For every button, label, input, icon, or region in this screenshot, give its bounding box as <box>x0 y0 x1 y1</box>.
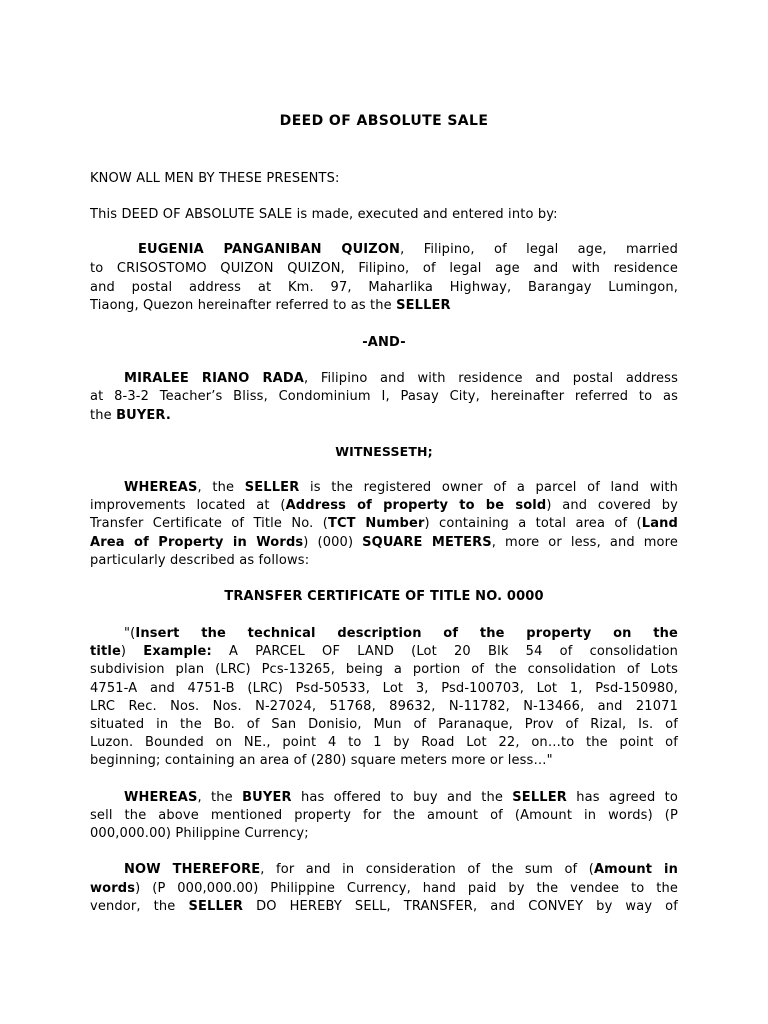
technical-description-line-6: situated in the Bo. of San Donisio, Mun of Paranaque, Prov of Rizal, Is. of <box>90 717 678 732</box>
technical-description-line-5: LRC Rec. Nos. Nos. N-27024, 51768, 89632, N-11782, N-13466, and 21071 <box>90 699 678 714</box>
bold-span: NOW THEREFORE <box>124 862 261 877</box>
seller-name: EUGENIA PANGANIBAN QUIZON <box>138 242 401 257</box>
seller-label: SELLER <box>396 298 451 313</box>
text-span: vendor, the <box>90 899 189 914</box>
bold-span: TCT Number <box>327 516 425 531</box>
text-span: , Filipino and with residence and postal address <box>303 371 678 386</box>
bold-span: WHEREAS <box>124 790 198 805</box>
technical-description-line-4: 4751-A and 4751-B (LRC) Psd-50533, Lot 3, Psd-100703, Lot 1, Psd-150980, <box>90 681 678 696</box>
technical-description-line-3: subdivision plan (LRC) Pcs-13265, being a portion of the consolidation of Lots <box>90 662 678 677</box>
buyer-paragraph-line-1 <box>90 371 678 386</box>
tct-heading: TRANSFER CERTIFICATE OF TITLE NO. 0000 <box>224 589 544 604</box>
bold-span: SELLER <box>188 899 244 914</box>
seller-paragraph-line-4 <box>90 298 451 313</box>
technical-description-line-2 <box>90 644 678 659</box>
bold-span: WHEREAS <box>124 480 198 495</box>
technical-description-line-1 <box>90 626 678 641</box>
witnesseth-heading: WITNESSETH; <box>335 444 433 459</box>
text-span: has offered to buy and the <box>291 790 513 805</box>
whereas-1-line-3 <box>90 516 678 531</box>
text-span: Transfer Certificate of Title No. ( <box>90 516 328 531</box>
seller-paragraph-line-2: to CRISOSTOMO QUIZON QUIZON, Filipino, of legal age and with residence <box>90 261 678 276</box>
text-span: A PARCEL OF LAND (Lot 20 Blk 54 of consolidation <box>211 644 678 659</box>
bold-span: SQUARE METERS <box>362 535 492 550</box>
intro-line: This DEED OF ABSOLUTE SALE is made, executed and entered into by: <box>90 207 558 222</box>
bold-span: Amount in <box>593 862 678 877</box>
whereas-1-line-4 <box>90 535 678 550</box>
now-therefore-line-1 <box>90 862 678 877</box>
text-span: the <box>90 408 117 423</box>
text-span: ) <box>120 644 144 659</box>
text-span: Tiaong, Quezon hereinafter referred to as the <box>90 298 397 313</box>
bold-span: BUYER <box>242 790 292 805</box>
technical-description-line-7: Luzon. Bounded on NE., point 4 to 1 by Road Lot 22, on…to the point of <box>90 735 678 750</box>
text-span: ) and covered by <box>546 498 678 513</box>
text-span: ) (000) <box>303 535 363 550</box>
text-span: , Filipino, of legal age, married <box>400 242 678 257</box>
buyer-paragraph-line-3 <box>90 408 171 423</box>
and-separator: -AND- <box>362 335 406 350</box>
whereas-1-line-2 <box>90 498 678 513</box>
text-span: , the <box>197 790 243 805</box>
page-title: DEED OF ABSOLUTE SALE <box>279 113 489 129</box>
buyer-paragraph-line-2: at 8-3-2 Teacher’s Bliss, Condominium I, Pasay City, hereinafter referred to as <box>90 389 678 404</box>
bold-span: words <box>90 881 136 896</box>
now-therefore-line-3 <box>90 899 678 914</box>
bold-span: Address of property to be sold <box>285 498 547 513</box>
buyer-name: MIRALEE RIANO RADA <box>124 371 304 386</box>
bold-span: title <box>90 644 121 659</box>
text-span: , for and in consideration of the sum of ( <box>260 862 594 877</box>
text-span: , more or less, and more <box>491 535 678 550</box>
text-span: is the registered owner of a parcel of land with <box>299 480 678 495</box>
text-span: DO HEREBY SELL, TRANSFER, and CONVEY by way of <box>243 899 679 914</box>
know-all-line: KNOW ALL MEN BY THESE PRESENTS: <box>90 171 340 186</box>
text-span: "( <box>124 626 136 641</box>
whereas-1-line-5: particularly described as follows: <box>90 553 310 568</box>
bold-span: SELLER <box>244 480 300 495</box>
seller-paragraph-line-1 <box>90 242 678 257</box>
bold-span: Land <box>641 516 678 531</box>
whereas-1-line-1 <box>90 480 678 495</box>
whereas-2-line-3: 000,000.00) Philippine Currency; <box>90 826 309 841</box>
whereas-2-line-2: sell the above mentioned property for the amount of (Amount in words) (P <box>90 808 678 823</box>
buyer-label: BUYER. <box>116 408 171 423</box>
bold-span: Area of Property in Words <box>90 535 304 550</box>
bold-span: Insert the technical description of the property on the <box>135 626 678 641</box>
text-span: ) containing a total area of ( <box>424 516 642 531</box>
bold-span: SELLER <box>512 790 567 805</box>
text-span: improvements located at ( <box>90 498 286 513</box>
technical-description-line-8: beginning; containing an area of (280) square meters more or less…" <box>90 753 553 768</box>
now-therefore-line-2 <box>90 881 678 896</box>
whereas-2-line-1 <box>90 790 678 805</box>
text-span: , the <box>197 480 245 495</box>
seller-paragraph-line-3: and postal address at Km. 97, Maharlika Highway, Barangay Lumingon, <box>90 280 678 295</box>
bold-span: Example: <box>143 644 212 659</box>
text-span: ) (P 000,000.00) Philippine Currency, hand paid by the vendee to the <box>135 881 678 896</box>
text-span: has agreed to <box>566 790 678 805</box>
